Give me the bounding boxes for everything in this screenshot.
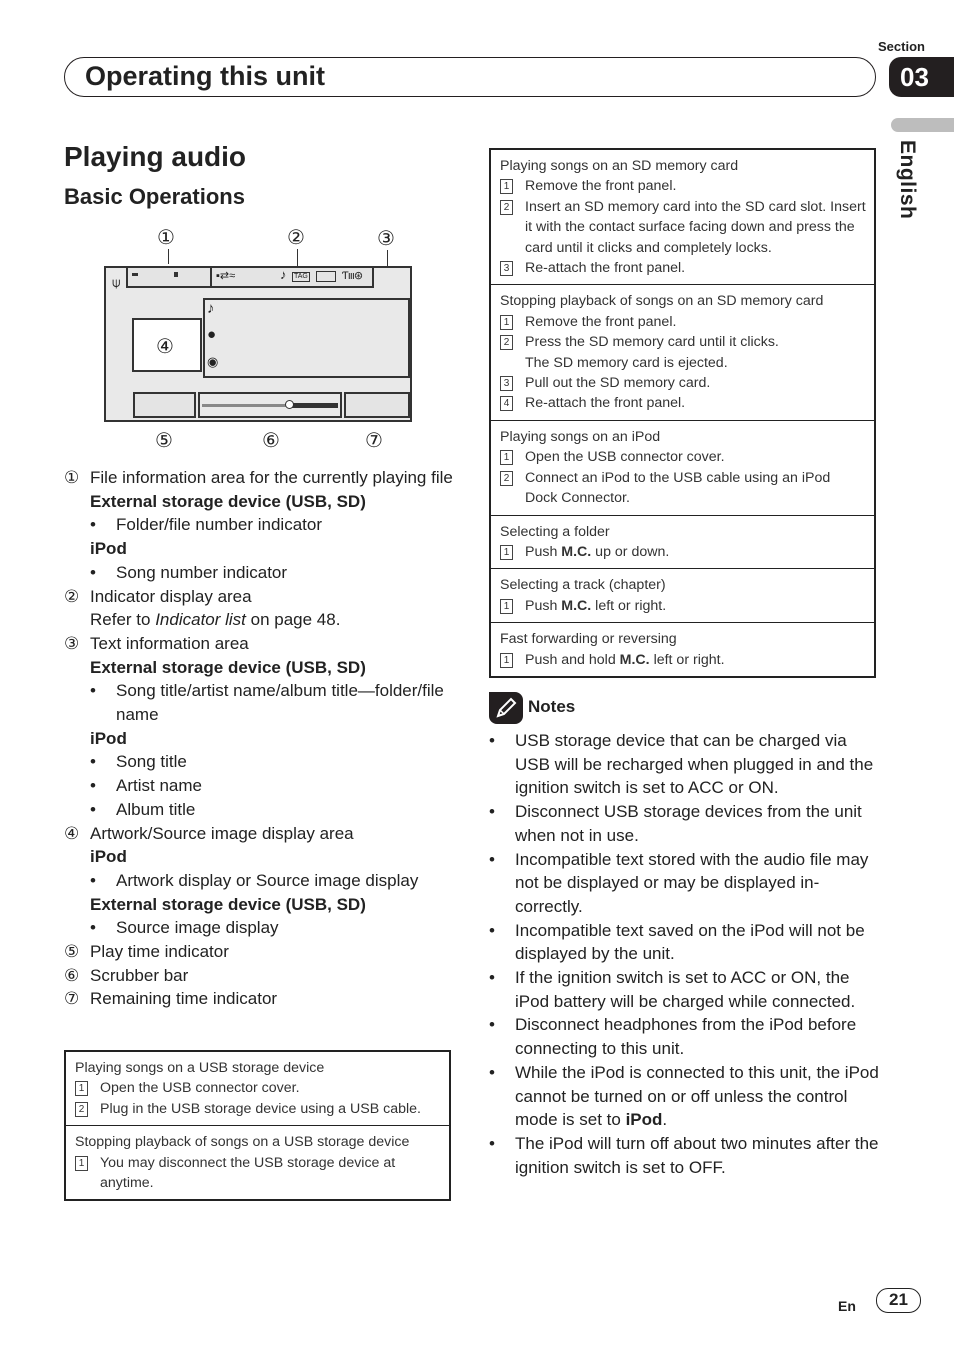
note-item: • The iPod will turn off about two minutes after the ignition switch is set to OFF. — [489, 1133, 879, 1177]
music-note-icon: ♪ — [280, 267, 287, 282]
chapter-header — [64, 57, 876, 97]
scrubber-bar[interactable] — [198, 392, 342, 418]
file-info-area — [126, 266, 212, 288]
note-item: • If the ignition switch is set to ACC or ON, the iPod battery will be charged while connected. — [489, 968, 856, 1011]
callout-4: ④ — [156, 336, 174, 358]
callout-6: ⑥ — [262, 430, 280, 452]
artist-icon: ● — [207, 326, 217, 343]
signal-icon: Ƭııı⊛ — [342, 270, 363, 282]
callout-7: ⑦ — [365, 430, 383, 452]
note-item: • Incompatible text stored with the audio file may not be displayed or may be displayed in-correctly. — [489, 849, 869, 916]
select-track-procedure: Selecting a track (chapter) 1 Push M.C. left or right. — [491, 569, 874, 623]
file-icon — [174, 272, 178, 277]
remaining-time-indicator — [344, 392, 410, 418]
section-number: 03 — [889, 57, 954, 97]
language-label: English — [896, 140, 919, 220]
usb-stop-procedure: Stopping playback of songs on a USB storage device 1 You may disconnect the USB storage device at anytime. — [75, 1134, 410, 1192]
sd-stop-procedure: Stopping playback of songs on an SD memory card 1 Remove the front panel. 2 Press the SD memory card until it clicks. The SD memory card is ejected. 3 Pull out the SD memory card. 4 Re-attach the front panel. — [491, 285, 874, 420]
folder-icon — [132, 273, 138, 276]
repeat-icon: ▪⇄≈ — [216, 270, 236, 282]
usb-procedure-table — [64, 1050, 451, 1201]
note-item: • USB storage device that can be charged via USB will be recharged when plugged in and the ignition switch is set to ACC or ON. — [489, 731, 874, 798]
battery-icon — [316, 271, 336, 282]
callout-2: ② — [287, 227, 305, 249]
footer-language: En — [838, 1298, 856, 1314]
section-label: Section — [878, 39, 925, 54]
language-tab — [891, 118, 954, 132]
chapter-title: Operating this unit — [85, 61, 325, 91]
usb-play-procedure: Playing songs on a USB storage device 1 Open the USB connector cover. 2 Plug in the USB storage device using a USB cable. — [66, 1052, 449, 1126]
indicator-list-link: Indicator list — [155, 610, 246, 630]
indicator-area — [210, 266, 374, 288]
tag-icon: TAG — [294, 273, 308, 280]
fast-forward-procedure: Fast forwarding or reversing 1 Push and hold M.C. left or right. — [500, 631, 725, 668]
song-icon: ♪ — [207, 300, 215, 317]
callout-1: ① — [157, 227, 175, 249]
notes-title: Notes — [528, 697, 576, 716]
usb-icon: ⍦ — [112, 274, 121, 290]
note-item: • Incompatible text saved on the iPod will not be displayed by the unit. — [489, 920, 865, 964]
callout-3: ③ — [377, 228, 395, 250]
artwork-area — [132, 318, 202, 372]
select-folder-procedure: Selecting a folder 1 Push M.C. up or down. — [491, 516, 874, 570]
play-time-indicator — [133, 392, 196, 418]
note-item: • Disconnect headphones from the iPod before connecting to this unit. — [489, 1015, 857, 1059]
notes-list — [489, 729, 881, 1179]
note-item: • Disconnect USB storage devices from the unit when not in use. — [489, 802, 862, 845]
section-heading: Basic Operations — [64, 184, 245, 209]
sd-play-procedure: Playing songs on an SD memory card 1 Remove the front panel. 2 Insert an SD memory card into the SD card slot. Insert it with the contact surface facing down and press the card until it clicks and completely locks. 3 Re-attach the front panel. — [491, 150, 874, 285]
diagram-legend: ① File information area for the currently playing file External storage device (USB, SD) • Folder/file number indicator iPod • Song number indicator ② Indicator display area Refer to Indicator list on page 48. ③ Text information area External storage device (USB, SD) • Song title/artist name/album title—folder/file name iPod • Song title • Artist name • Album title ④ Artwork/Source image display area iPod • Artwork display or Source image display External storage device (USB, SD) • Source image display ⑤ Play time indicator ⑥ Scrubber bar ⑦ Remaining time indicator — [64, 468, 453, 1009]
album-icon: ◉ — [207, 354, 219, 369]
ipod-play-procedure: Playing songs on an iPod 1 Open the USB connector cover. 2 Connect an iPod to the USB cable using an iPod Dock Connector. — [491, 421, 874, 516]
note-item: • While the iPod is connected to this unit, the iPod cannot be turned on or off unless the control mode is set to iPod. — [489, 1062, 879, 1130]
sd-ipod-procedure-table — [489, 148, 876, 678]
page-title: Playing audio — [64, 141, 247, 172]
page-number: 21 — [876, 1288, 921, 1313]
text-info-area — [203, 298, 410, 378]
display-screen — [104, 266, 412, 422]
notes-pencil-icon — [489, 692, 523, 724]
callout-5: ⑤ — [155, 430, 173, 452]
